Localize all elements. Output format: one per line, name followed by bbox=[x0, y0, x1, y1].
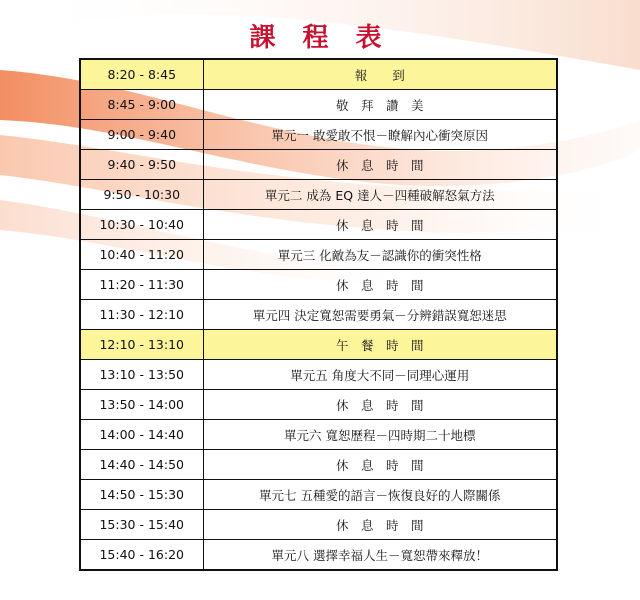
time-cell: 11:20 - 11:30 bbox=[80, 270, 203, 300]
time-cell: 11:30 - 12:10 bbox=[80, 300, 203, 330]
time-cell: 10:30 - 10:40 bbox=[80, 210, 203, 240]
activity-cell: 報 到 bbox=[203, 59, 557, 90]
table-row bbox=[80, 480, 557, 510]
activity-cell: 休 息 時 間 bbox=[203, 270, 557, 300]
table-row bbox=[80, 360, 557, 390]
activity-cell: 休 息 時 間 bbox=[203, 210, 557, 240]
activity-cell: 單元一 敢愛敢不恨－瞭解內心衝突原因 bbox=[203, 120, 557, 150]
activity-cell: 休 息 時 間 bbox=[203, 390, 557, 420]
time-cell: 14:50 - 15:30 bbox=[80, 480, 203, 510]
time-cell: 8:45 - 9:00 bbox=[80, 90, 203, 120]
schedule-body bbox=[80, 59, 557, 570]
table-row bbox=[80, 270, 557, 300]
activity-cell: 單元三 化敵為友－認識你的衝突性格 bbox=[203, 240, 557, 270]
table-row bbox=[80, 210, 557, 240]
time-cell: 12:10 - 13:10 bbox=[80, 330, 203, 360]
table-row bbox=[80, 240, 557, 270]
time-cell: 14:00 - 14:40 bbox=[80, 420, 203, 450]
table-row bbox=[80, 120, 557, 150]
table-row bbox=[80, 540, 557, 571]
time-cell: 10:40 - 11:20 bbox=[80, 240, 203, 270]
activity-cell: 單元二 成為 EQ 達人－四種破解怒氣方法 bbox=[203, 180, 557, 210]
table-row bbox=[80, 300, 557, 330]
table-row bbox=[80, 510, 557, 540]
time-cell: 15:40 - 16:20 bbox=[80, 540, 203, 571]
table-row bbox=[80, 390, 557, 420]
activity-cell: 單元七 五種愛的語言－恢復良好的人際關係 bbox=[203, 480, 557, 510]
activity-cell: 單元八 選擇幸福人生－寬恕帶來釋放！ bbox=[203, 540, 557, 571]
time-cell: 13:50 - 14:00 bbox=[80, 390, 203, 420]
schedule-table bbox=[79, 58, 558, 571]
table-row bbox=[80, 330, 557, 360]
activity-cell: 休 息 時 間 bbox=[203, 450, 557, 480]
time-cell: 9:50 - 10:30 bbox=[80, 180, 203, 210]
table-row bbox=[80, 450, 557, 480]
activity-cell: 單元六 寬恕歷程－四時期二十地標 bbox=[203, 420, 557, 450]
activity-cell: 敬 拜 讚 美 bbox=[203, 90, 557, 120]
activity-cell: 休 息 時 間 bbox=[203, 150, 557, 180]
activity-cell: 午 餐 時 間 bbox=[203, 330, 557, 360]
activity-cell: 單元五 角度大不同－同理心運用 bbox=[203, 360, 557, 390]
time-cell: 8:20 - 8:45 bbox=[80, 59, 203, 90]
table-row bbox=[80, 420, 557, 450]
activity-cell: 單元四 決定寬恕需要勇氣－分辨錯誤寬恕迷思 bbox=[203, 300, 557, 330]
time-cell: 9:00 - 9:40 bbox=[80, 120, 203, 150]
time-cell: 13:10 - 13:50 bbox=[80, 360, 203, 390]
time-cell: 15:30 - 15:40 bbox=[80, 510, 203, 540]
page-title: 課 程 表 bbox=[249, 23, 391, 53]
table-row bbox=[80, 90, 557, 120]
table-row bbox=[80, 180, 557, 210]
activity-cell: 休 息 時 間 bbox=[203, 510, 557, 540]
table-row bbox=[80, 150, 557, 180]
time-cell: 14:40 - 14:50 bbox=[80, 450, 203, 480]
time-cell: 9:40 - 9:50 bbox=[80, 150, 203, 180]
table-row bbox=[80, 59, 557, 90]
